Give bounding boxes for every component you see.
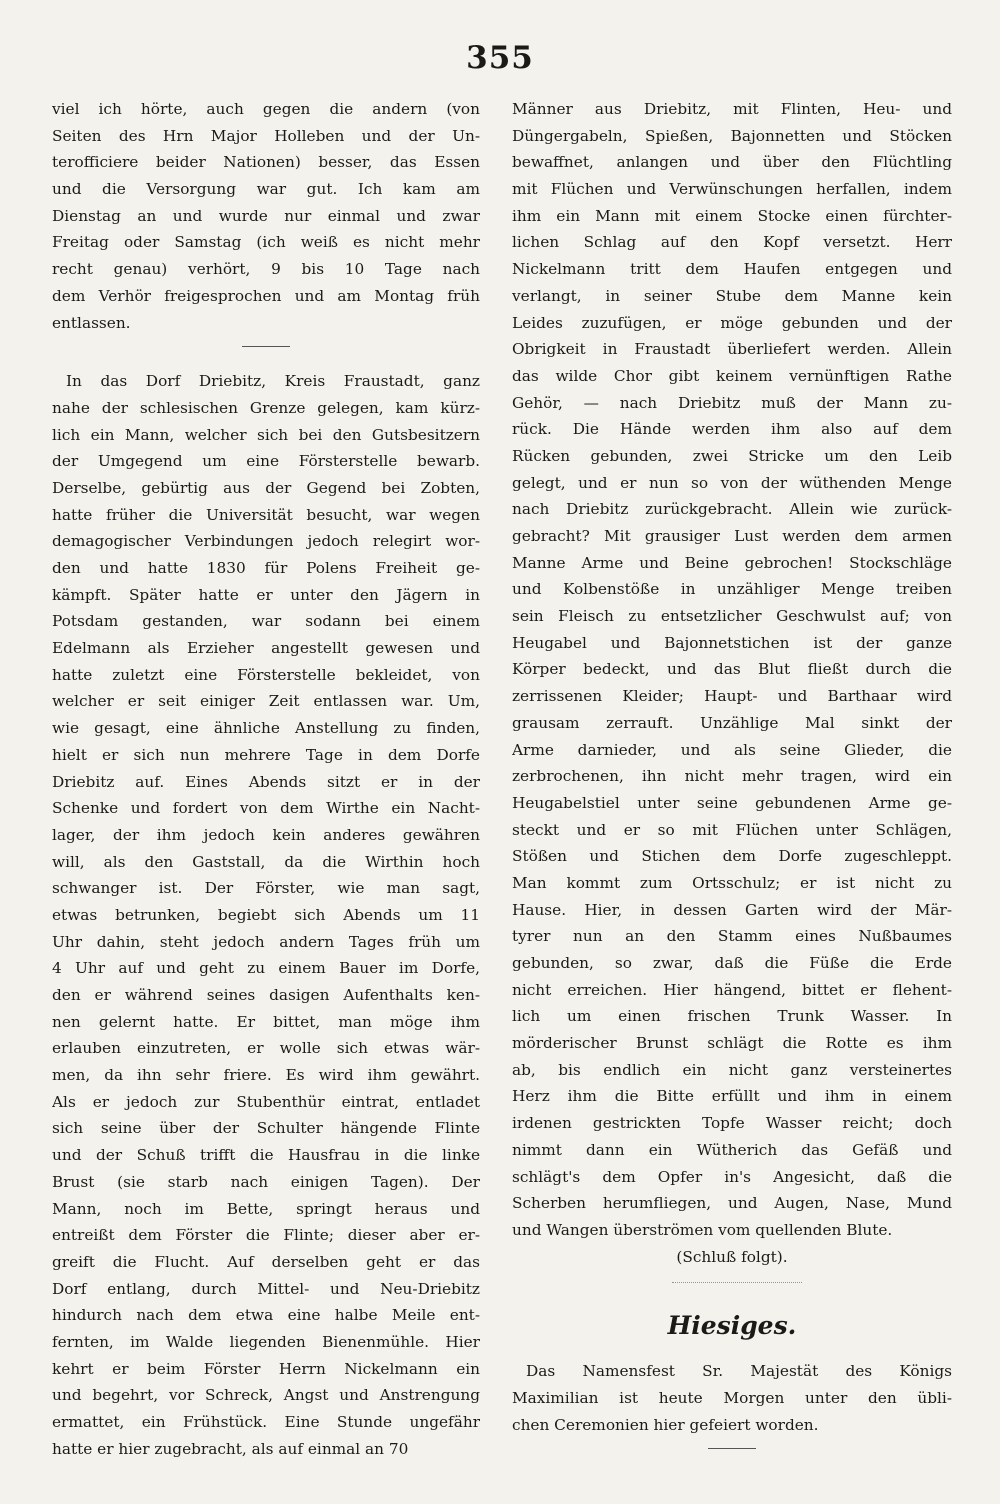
text-line: schlägt's dem Opfer in's Angesicht, daß die bbox=[512, 1167, 952, 1186]
text-line: Männer aus Driebitz, mit Flinten, Heu- und bbox=[512, 100, 952, 118]
text-line: lich um einen frischen Trunk Wasser. In bbox=[512, 1007, 952, 1026]
text-line: entlassen. bbox=[52, 313, 131, 332]
text-line: hatte er hier zugebracht, als auf einmal an 70 bbox=[52, 1439, 409, 1458]
spacer bbox=[52, 358, 480, 368]
section-heading: Hiesiges. bbox=[667, 1311, 797, 1341]
text-line: der Umgegend um eine Försterstelle bewarb. bbox=[52, 452, 480, 471]
text-line: Arme darnieder, und als seine Glieder, die bbox=[512, 740, 952, 759]
text-line: erlauben einzutreten, er wolle sich etwas wär- bbox=[52, 1039, 480, 1058]
text-line: Manne Arme und Beine gebrochen! Stockschläge bbox=[512, 553, 952, 572]
text-line: kehrt er beim Förster Herrn Nickelmann ein bbox=[52, 1359, 480, 1378]
text-line: Edelmann als Erzieher angestellt gewesen und bbox=[52, 639, 480, 658]
text-line: Leides zuzufügen, er möge gebunden und der bbox=[512, 313, 952, 332]
text-line: terofficiere beider Nationen) besser, das Essen bbox=[52, 153, 480, 172]
text-line: tyrer nun an den Stamm eines Nußbaumes bbox=[512, 927, 952, 946]
text-line: fernten, im Walde liegenden Bienenmühle. Hier bbox=[52, 1332, 480, 1351]
text-line: zerrissenen Kleider; Haupt- und Barthaar wird bbox=[512, 687, 952, 706]
text-line: Herz ihm die Bitte erfüllt und ihm in einem bbox=[512, 1087, 952, 1106]
text-line: mörderischer Brunst schlägt die Rotte es ihm bbox=[512, 1034, 952, 1053]
text-line: den und hatte 1830 für Polens Freiheit ge- bbox=[52, 559, 480, 577]
text-line: irdenen gestrickten Topfe Wasser reicht; doch bbox=[512, 1114, 952, 1133]
text-line: nen gelernt hatte. Er bittet, man möge ihm bbox=[52, 1012, 480, 1031]
text-line: gebracht? Mit grausiger Lust werden dem armen bbox=[512, 527, 952, 545]
text-line: demagogischer Verbindungen jedoch relegirt wor- bbox=[52, 532, 480, 551]
text-line: Seiten des Hrn Major Holleben und der Un- bbox=[52, 126, 480, 145]
text-line: Mann, noch im Bette, springt heraus und bbox=[52, 1199, 480, 1218]
text-line: Nickelmann tritt dem Haufen entgegen und bbox=[512, 260, 952, 279]
section-divider bbox=[52, 336, 480, 358]
text-line: das wilde Chor gibt keinem vernünftigen Rathe bbox=[512, 366, 952, 385]
text-line: sich seine über der Schulter hängende Flinte bbox=[52, 1119, 480, 1138]
text-line: Brust (sie starb nach einigen Tagen). Der bbox=[52, 1172, 480, 1191]
text-line: kämpft. Später hatte er unter den Jägern in bbox=[52, 585, 480, 604]
text-line: Düngergabeln, Spießen, Bajonnetten und Stöcken bbox=[512, 126, 952, 145]
paragraph bbox=[512, 96, 952, 1244]
text-line: dem Verhör freigesprochen und am Montag früh bbox=[52, 286, 480, 305]
text-line: nicht erreichen. Hier hängend, bittet er flehent- bbox=[512, 980, 952, 999]
text-line: lichen Schlag auf den Kopf versetzt. Herr bbox=[512, 233, 952, 252]
left-column bbox=[52, 96, 480, 1462]
paragraph bbox=[52, 96, 480, 336]
text-line: zerbrochenen, ihn nicht mehr tragen, wird ein bbox=[512, 767, 952, 786]
text-line: ab, bis endlich ein nicht ganz versteinertes bbox=[512, 1060, 952, 1079]
text-line: Man kommt zum Ortsschulz; er ist nicht zu bbox=[512, 873, 952, 892]
text-line: steckt und er so mit Flüchen unter Schlägen, bbox=[512, 820, 952, 839]
text-line: nach Driebitz zurückgebracht. Allein wie zurück- bbox=[512, 500, 952, 519]
text-line: mit Flüchen und Verwünschungen herfallen, indem bbox=[512, 180, 952, 199]
text-line: lager, der ihm jedoch kein anderes gewähren bbox=[52, 825, 480, 844]
text-line: recht genau) verhört, 9 bis 10 Tage nach bbox=[52, 260, 480, 279]
paragraph bbox=[52, 368, 480, 1462]
text-line: lich ein Mann, welcher sich bei den Gutsbesitzern bbox=[52, 425, 480, 444]
text-line: und Kolbenstöße in unzähliger Menge treiben bbox=[512, 580, 952, 599]
section-divider bbox=[512, 1438, 952, 1460]
text-line: gebunden, so zwar, daß die Füße die Erde bbox=[512, 954, 952, 972]
faded-rule bbox=[512, 1270, 952, 1294]
spacer bbox=[512, 1294, 952, 1304]
text-line: viel ich hörte, auch gegen die andern (von bbox=[52, 100, 480, 118]
closing-note: (Schluß folgt). bbox=[676, 1247, 788, 1266]
text-line: men, da ihn sehr friere. Es wird ihm gewährt. bbox=[52, 1066, 480, 1085]
text-line: den er während seines dasigen Aufenthalts ken- bbox=[52, 986, 480, 1004]
text-line: Dorf entlang, durch Mittel- und Neu-Driebitz bbox=[52, 1279, 480, 1298]
text-line: Maximilian ist heute Morgen unter den übli- bbox=[512, 1388, 952, 1407]
text-line: hindurch nach dem etwa eine halbe Meile ent- bbox=[52, 1306, 480, 1325]
text-line: verlangt, in seiner Stube dem Manne kein bbox=[512, 286, 952, 305]
text-line: chen Ceremonien hier gefeiert worden. bbox=[512, 1415, 819, 1434]
text-line: Driebitz auf. Eines Abends sitzt er in der bbox=[52, 772, 480, 791]
text-line: wie gesagt, eine ähnliche Anstellung zu finden, bbox=[52, 719, 480, 738]
text-line: Schenke und fordert von dem Wirthe ein Nacht- bbox=[52, 799, 480, 818]
text-line: nahe der schlesischen Grenze gelegen, kam kürz- bbox=[52, 398, 480, 417]
text-line: Hause. Hier, in dessen Garten wird der Mär- bbox=[512, 900, 952, 919]
text-line: Körper bedeckt, und das Blut fließt durch die bbox=[512, 660, 952, 679]
text-line: will, als den Gaststall, da die Wirthin hoch bbox=[52, 852, 480, 871]
text-line: und begehrt, vor Schreck, Angst und Anstrengung bbox=[52, 1386, 480, 1405]
text-line: entreißt dem Förster die Flinte; dieser aber er- bbox=[52, 1226, 480, 1245]
text-line: ermattet, ein Frühstück. Eine Stunde ungefähr bbox=[52, 1413, 480, 1431]
text-line: rück. Die Hände werden ihm also auf dem bbox=[512, 420, 952, 439]
text-line: und Wangen überströmen vom quellenden Blute. bbox=[512, 1220, 893, 1239]
text-line: Obrigkeit in Fraustadt überliefert werden. Allein bbox=[512, 340, 952, 359]
text-line: ihm ein Mann mit einem Stocke einen fürchter- bbox=[512, 206, 952, 225]
text-line: Derselbe, gebürtig aus der Gegend bei Zobten, bbox=[52, 478, 480, 497]
spacer bbox=[512, 1348, 952, 1358]
text-line: hatte früher die Universität besucht, war wegen bbox=[52, 505, 480, 524]
text-line: Freitag oder Samstag (ich weiß es nicht mehr bbox=[52, 233, 480, 252]
text-line: und die Versorgung war gut. Ich kam am bbox=[52, 180, 480, 199]
text-line: hatte zuletzt eine Försterstelle bekleidet, von bbox=[52, 665, 480, 684]
text-line: gelegt, und er nun so von der wüthenden Menge bbox=[512, 473, 952, 492]
text-line: Stößen und Stichen dem Dorfe zugeschleppt. bbox=[512, 847, 952, 866]
text-line: Dienstag an und wurde nur einmal und zwar bbox=[52, 206, 480, 225]
text-line: greift die Flucht. Auf derselben geht er das bbox=[52, 1252, 480, 1271]
text-line: In das Dorf Driebitz, Kreis Fraustadt, ganz bbox=[66, 372, 480, 391]
text-line: Uhr dahin, steht jedoch andern Tages früh um bbox=[52, 932, 480, 951]
text-line: Heugabel und Bajonnetstichen ist der ganze bbox=[512, 633, 952, 652]
right-column bbox=[512, 96, 952, 1460]
text-line: Heugabelstiel unter seine gebundenen Arme ge- bbox=[512, 793, 952, 812]
text-line: grausam zerrauft. Unzählige Mal sinkt der bbox=[512, 713, 952, 732]
text-line: etwas betrunken, begiebt sich Abends um 11 bbox=[52, 905, 480, 924]
text-line: hielt er sich nun mehrere Tage in dem Dorfe bbox=[52, 745, 480, 764]
text-line: Gehör, — nach Driebitz muß der Mann zu- bbox=[512, 393, 952, 412]
text-line: Scherben herumfliegen, und Augen, Nase, Mund bbox=[512, 1194, 952, 1213]
text-line: sein Fleisch zu entsetzlicher Geschwulst auf; von bbox=[512, 607, 952, 626]
text-line: welcher er seit einiger Zeit entlassen war. Um, bbox=[52, 692, 480, 711]
text-line: schwanger ist. Der Förster, wie man sagt, bbox=[52, 879, 480, 898]
page-number: 355 bbox=[466, 40, 534, 76]
text-line: bewaffnet, anlangen und über den Flüchtling bbox=[512, 153, 952, 172]
text-line: Als er jedoch zur Stubenthür eintrat, entladet bbox=[52, 1092, 480, 1111]
paragraph bbox=[512, 1358, 952, 1438]
text-line: Das Namensfest Sr. Majestät des Königs bbox=[526, 1362, 952, 1381]
text-line: 4 Uhr auf und geht zu einem Bauer im Dorfe, bbox=[52, 959, 480, 978]
text-line: Rücken gebunden, zwei Stricke um den Leib bbox=[512, 446, 952, 465]
text-line: und der Schuß trifft die Hausfrau in die linke bbox=[52, 1146, 480, 1165]
text-line: Potsdam gestanden, war sodann bei einem bbox=[52, 612, 480, 631]
text-line: nimmt dann ein Wütherich das Gefäß und bbox=[512, 1140, 952, 1159]
